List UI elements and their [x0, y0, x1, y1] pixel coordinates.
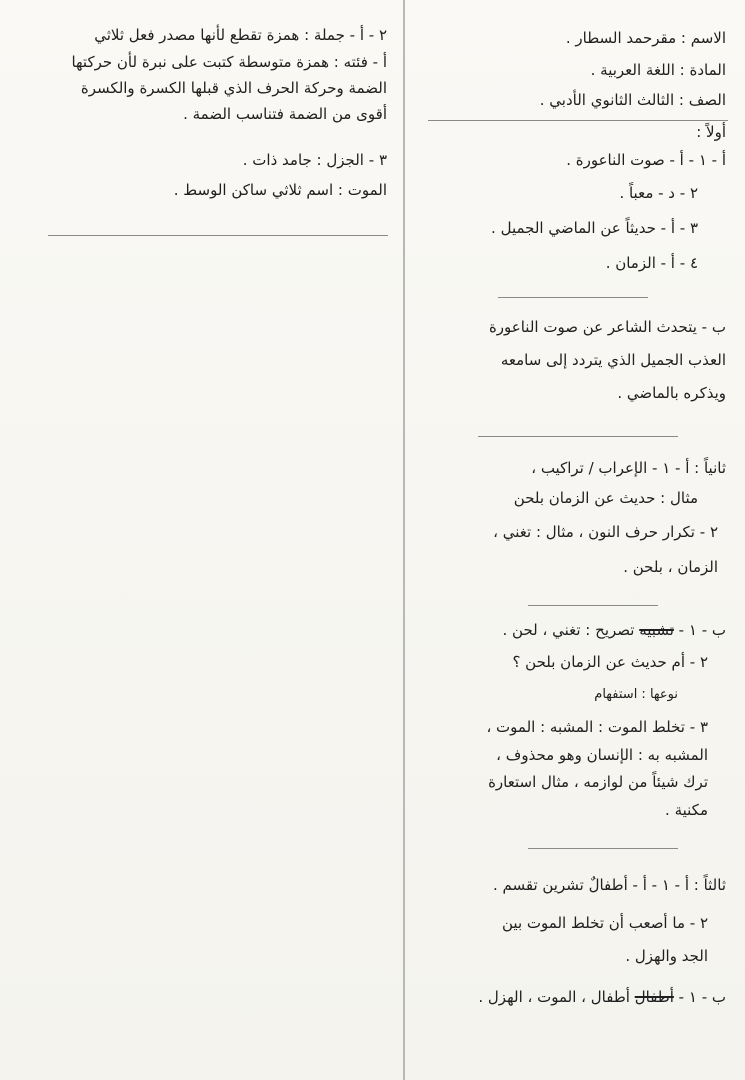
section3-line-4-prefix: ب - ١ - — [678, 988, 726, 1006]
q3-line-1: ٣ - الجزل : جامد ذات . — [242, 151, 387, 169]
section2b-line-2: ٢ - أم حديث عن الزمان بلحن ؟ — [512, 653, 708, 671]
section2b-line-7: مكنية . — [665, 801, 708, 819]
section3-line-3: الجد والهزل . — [625, 947, 708, 965]
section2b-rule — [528, 848, 678, 849]
section1b-line-2: العذب الجميل الذي يتردد إلى سامعه — [500, 351, 726, 369]
section1b-line-1: ب - يتحدث الشاعر عن صوت الناعورة — [488, 318, 726, 336]
section1-answer-2: ٢ - د - معباً . — [619, 184, 698, 202]
section2-line-4: الزمان ، بلحن . — [623, 558, 718, 576]
section3-line-4 — [478, 987, 726, 1007]
section1-answer-3: ٣ - أ - حديثاً عن الماضي الجميل . — [491, 219, 698, 237]
subject-line: المادة : اللغة العربية . — [590, 61, 726, 79]
section3-line-1: ثالثاً : أ - ١ - أ - أطفالٌ تشرين تقسم . — [492, 876, 726, 894]
section1-answer-4: ٤ - أ - الزمان . — [605, 254, 698, 272]
section2b-line-3: نوعها : استفهام — [594, 687, 678, 702]
column-divider — [403, 0, 405, 1080]
header-rule — [428, 120, 728, 121]
struck-word-2: أطفال — [634, 988, 674, 1006]
section2b-line-1-rest: تصريح : تغني ، لحن . — [502, 621, 635, 639]
section1b-line-3: ويذكره بالماضي . — [617, 384, 726, 402]
section2-line-3: ٢ - تكرار حرف النون ، مثال : تغني ، — [493, 523, 718, 541]
section2-rule — [528, 605, 658, 606]
section2b-line-4: ٣ - تخلط الموت : المشبه : الموت ، — [486, 718, 708, 736]
student-name: الاسم : مقرحمد السطار . — [565, 29, 726, 47]
class-line: الصف : الثالث الثانوي الأدبي . — [539, 91, 726, 109]
section2b-line-1 — [503, 620, 726, 640]
section2-line-2: مثال : حديث عن الزمان بلحن — [513, 489, 698, 507]
q3-line-2: الموت : اسم ثلاثي ساكن الوسط . — [173, 181, 387, 199]
section3-line-4-rest: أطفال ، الموت ، الهزل . — [478, 988, 630, 1006]
section2b-line-1-prefix: ب - ١ - — [678, 621, 726, 639]
struck-word-1: تشبيه — [639, 621, 674, 639]
section2b-line-6: ترك شيئاً من لوازمه ، مثال استعارة — [488, 773, 708, 791]
section2-line-1: ثانياً : أ - ١ - الإعراب / تراكيب ، — [531, 459, 726, 477]
q2-line-4: أقوى من الضمة فتناسب الضمة . — [183, 105, 387, 123]
q2-line-1: ٢ - أ - جملة : همزة تقطع لأنها مصدر فعل ثلاثي — [94, 26, 387, 44]
section1-title: أولاً : — [696, 123, 726, 141]
section1-rule — [498, 297, 648, 298]
section1b-rule — [478, 436, 678, 437]
section3-line-2: ٢ - ما أصعب أن تخلط الموت بين — [502, 914, 708, 932]
left-column-rule — [48, 235, 388, 236]
q2-line-3: الضمة وحركة الحرف الذي قبلها الكسرة والكسرة — [80, 79, 387, 97]
section1-answer-1: أ - ١ - أ - صوت الناعورة . — [566, 151, 726, 169]
section2b-line-5: المشبه به : الإنسان وهو محذوف ، — [496, 746, 708, 764]
q2-line-2: أ - فئته : همزة متوسطة كتبت على نبرة لأن حركتها — [71, 53, 387, 71]
